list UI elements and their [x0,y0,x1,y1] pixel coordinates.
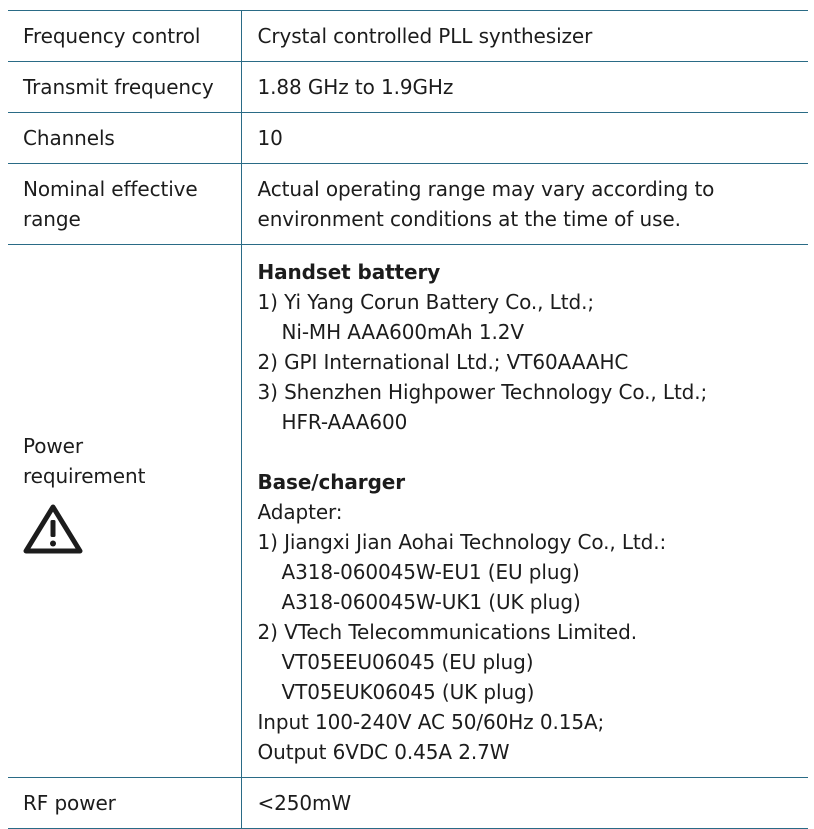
spec-label-transmit-frequency: Transmit frequency [8,62,241,113]
handset-battery-title: Handset battery [257,260,441,284]
value-line: environment conditions at the time of use. [257,207,681,231]
list-item: HFR-AAA600 [281,410,408,434]
table-row [8,778,808,829]
list-item: A318-060045W-UK1 (UK plug) [281,590,581,614]
spec-value-power-requirement [241,245,808,778]
specifications-table [8,10,808,829]
table-row [8,113,808,164]
label-line: requirement [23,464,146,488]
value-line: Actual operating range may vary according to [257,177,715,201]
output-rating: Output 6VDC 0.45A 2.7W [257,740,510,764]
label-line: Nominal effective [23,177,198,201]
table-row [8,62,808,113]
list-item: A318-060045W-EU1 (EU plug) [281,560,580,584]
list-item: VT05EEU06045 (EU plug) [281,650,534,674]
list-item: VT05EUK06045 (UK plug) [281,680,535,704]
spec-value-nominal-range [241,164,808,245]
spec-label-channels: Channels [8,113,241,164]
spec-label-frequency-control: Frequency control [8,11,241,62]
spacer [258,437,795,467]
input-rating: Input 100-240V AC 50/60Hz 0.15A; [257,710,605,734]
list-item: 2) VTech Telecommunications Limited. [257,620,637,644]
adapter-label: Adapter: [257,500,343,524]
list-item: Ni-MH AAA600mAh 1.2V [281,320,524,344]
table-row [8,245,808,778]
list-item: 1) Jiangxi Jian Aohai Technology Co., Ltd.: [257,530,667,554]
table-row [8,164,808,245]
spec-value-frequency-control: Crystal controlled PLL synthesizer [257,24,593,48]
list-item: 3) Shenzhen Highpower Technology Co., Ltd.; [257,380,708,404]
spec-value-rf-power: <250mW [257,791,352,815]
spec-value-transmit-frequency: 1.88 GHz to 1.9GHz [257,75,454,99]
label-line: range [23,207,81,231]
base-charger-title: Base/charger [257,470,406,494]
spec-label-nominal-range [8,164,241,245]
warning-triangle-icon [22,503,84,555]
table-row [8,11,808,62]
spec-label-power-requirement [8,245,241,778]
list-item: 1) Yi Yang Corun Battery Co., Ltd.; [257,290,594,314]
list-item: 2) GPI International Ltd.; VT60AAAHC [257,350,629,374]
spec-value-channels: 10 [257,126,283,150]
label-line: Power [23,434,83,458]
spec-label-rf-power: RF power [8,778,241,829]
